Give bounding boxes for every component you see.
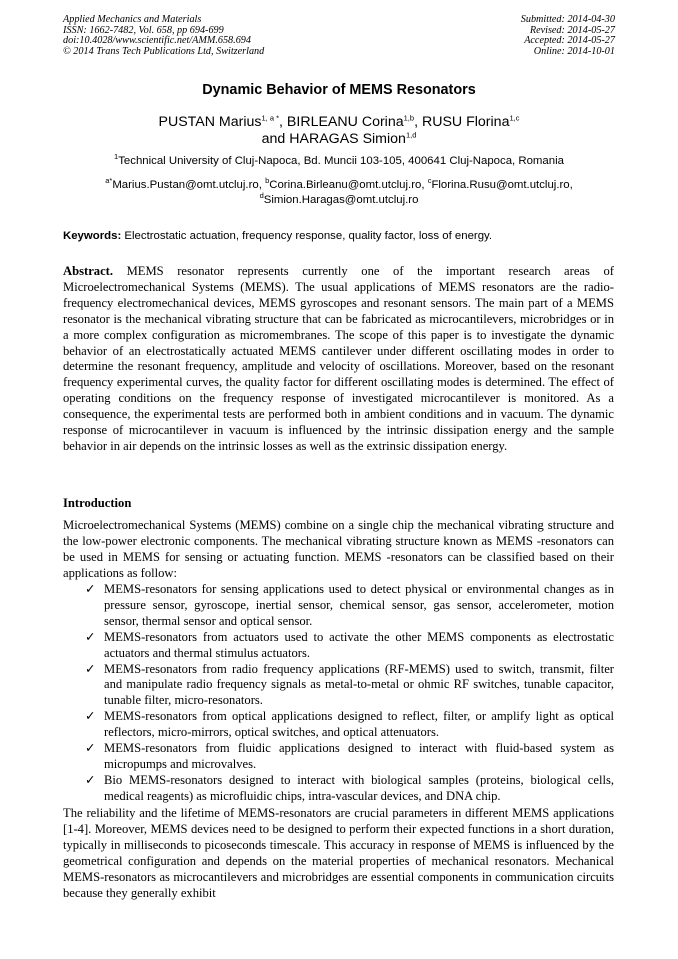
author-name: HARAGAS Simion: [289, 131, 406, 147]
list-item: [63, 582, 614, 630]
author-affil-mark: 1,b: [403, 113, 415, 123]
introduction-paragraph: Microelectromechanical Systems (MEMS) combine on a single chip the mechanical vibrating structure and the low-power electronic components. The mechanical vibrating structure known as MEMS -resonators can be used in MEMS for sensing or actuating function. MEMS -resonators can be classified based on their applications as follow:: [63, 518, 614, 580]
list-item-text: MEMS-resonators from optical applications designed to reflect, filter, or amplify light as optical reflectors, micro-mirrors, optical switches, and optical attenuators.: [104, 709, 614, 740]
journal-name: Applied Mechanics and Materials: [63, 14, 202, 25]
doi: doi:10.4028/www.scientific.net/AMM.658.694: [63, 35, 251, 47]
application-list: [63, 582, 614, 805]
checkmark-icon: ✓: [85, 741, 96, 756]
copyright: © 2014 Trans Tech Publications Ltd, Switzerland: [63, 45, 265, 57]
email-link[interactable]: Marius.Pustan@omt.utcluj.ro,: [112, 179, 262, 191]
affiliation-text: Technical University of Cluj-Napoca, Bd. Muncii 103-105, 400641 Cluj-Napoca, Romania: [118, 155, 564, 167]
author-name: RUSU Florina: [421, 114, 510, 130]
submitted-date: Submitted: 2014-04-30: [520, 14, 615, 25]
list-item-text: MEMS-resonators from radio frequency applications (RF-MEMS) used to switch, transmit, filter and manipulate radio frequency signals as metal-to-metal or ohmic RF switches, tunable capacitor, tunable filter, micro-resonators.: [104, 661, 614, 708]
list-item: [63, 662, 614, 710]
affiliation: [0, 154, 678, 168]
list-item-text: MEMS-resonators for sensing applications used to detect physical or environmental changes as in pressure sensor, gyroscope, inertial sensor, chemical sensor, gas sensor, accelerometer, motion sensor, thermal sensor and optical sensor.: [104, 582, 614, 628]
checkmark-icon: ✓: [85, 661, 96, 676]
closing-paragraph: The reliability and the lifetime of MEMS-resonators are crucial parameters in different MEMS applications [1-4]. Moreover, MEMS devices need to be designed to perform their expected functions in a short duration, typically in milliseconds to picoseconds timescale. This accuracy in response of MEMS is influenced by the geometrical configuration and depends on the material properties of mechanical resonators. Mechanical MEMS-resonators as microcantilevers and microbridges are essential components in communication circuits because they generally exhibit: [63, 806, 614, 900]
abstract: [63, 264, 614, 455]
list-item: [63, 773, 614, 805]
author-affil-mark: 1,c: [509, 113, 520, 123]
author-list: PUSTAN Marius$^{1, a *}$, BIRLEANU Corina$^{1,b}$, RUSU Florina$^{1,c}$ and HARAGAS Simion$^{1,d}$: [158, 113, 520, 147]
issn: ISSN: 1662-7482, Vol. 658, pp 694-699: [63, 24, 224, 36]
email-mark: d: [259, 191, 264, 201]
author-affil-mark: 1, a *: [261, 113, 280, 123]
author-name: BIRLEANU Corina: [286, 114, 404, 130]
email-link[interactable]: Florina.Rusu@omt.utcluj.ro,: [431, 179, 573, 191]
affiliation-mark: 1: [114, 152, 119, 162]
keywords: [63, 230, 623, 242]
list-item-text: MEMS-resonators from actuators used to activate the other MEMS components as electrostatic actuators and thermal stimulus actuators.: [104, 629, 614, 660]
checkmark-icon: ✓: [85, 709, 96, 724]
journal-header-left: [63, 15, 264, 57]
email-list: [40, 178, 638, 208]
email-link[interactable]: Corina.Birleanu@omt.utcluj.ro,: [269, 179, 425, 191]
list-item: [63, 709, 614, 741]
online-date: Online: 2014-10-01: [533, 45, 615, 57]
author-affil-mark: 1,d: [405, 130, 417, 140]
accepted-date: Accepted: 2014-05-27: [524, 35, 615, 47]
checkmark-icon: ✓: [85, 772, 96, 787]
checkmark-icon: ✓: [85, 629, 96, 644]
email-mark: b: [265, 176, 270, 186]
list-item-text: MEMS-resonators from fluidic applications designed to interact with fluid-based system as micropumps and microvalves.: [104, 741, 614, 771]
list-item: [63, 630, 614, 662]
email-link[interactable]: Simion.Haragas@omt.utcluj.ro: [263, 194, 419, 206]
email-mark: a*: [105, 176, 113, 186]
list-item-text: Bio MEMS-resonators designed to interact with biological samples (proteins, biological cells, medical reagents) as microfluidic chips, intra-vascular devices, and DNA chip.: [104, 772, 614, 803]
checkmark-icon: ✓: [85, 582, 96, 596]
abstract-text: MEMS resonator represents currently one of the important research areas of Microelectromechanical Systems (MEMS). The usual applications of MEMS resonators are the radio-frequency electromechanical devices, MEMS gyroscopes and resonant sensors. The main part of a MEMS resonator is the mechanical vibrating structure that can be fabricated as microcantilevers, microbridges or in a more complex configuration as micromembranes. The scope of this paper is to investigate the dynamic behavior of an electrostatically actuated MEMS cantilever under different oscillating modes in order to determine the resonant frequency, amplitude and velocity of oscillations. Moreover, based on the resonant frequency experimental curves, the quality factor for different oscillating modes is determined. The effect of operating conditions on the frequency response of investigated microcantilever is monitored. As a consequence, the experimental tests are performed both in ambient conditions and in vacuum. The dynamic response of microcantilever in vacuum is influenced by the intrinsic dissipation energy and the sample behavior in air depends on the intrinsic losses as well as the extrinsic dissipation energy.: [63, 264, 614, 453]
keywords-label: Keywords:: [63, 230, 122, 242]
abstract-label: Abstract.: [63, 264, 114, 278]
email-mark: c: [427, 176, 432, 186]
introduction-heading: Introduction: [63, 496, 132, 510]
author-name: PUSTAN Marius: [158, 114, 262, 130]
revised-date: Revised: 2014-05-27: [529, 24, 615, 36]
journal-header-right: [521, 15, 615, 57]
keywords-text: Electrostatic actuation, frequency response, quality factor, loss of energy.: [124, 230, 493, 242]
paper-title: Dynamic Behavior of MEMS Resonators: [202, 82, 476, 98]
author-joiner: and: [261, 131, 286, 147]
list-item: [63, 741, 614, 773]
